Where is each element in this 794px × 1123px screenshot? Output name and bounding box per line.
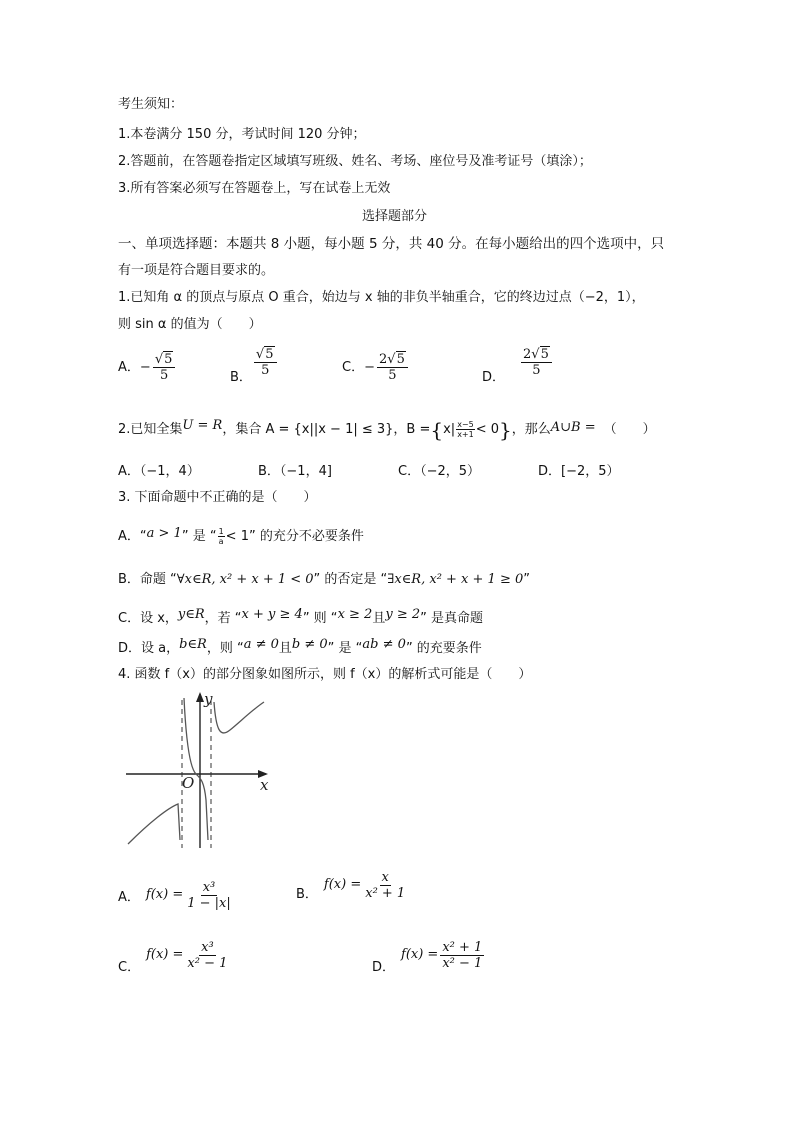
section-intro-line-1: 一、单项选择题：本题共 8 小题，每小题 5 分，共 40 分。在每小题给出的四个选项中，只 xyxy=(118,236,665,252)
q3-b-pre: B．命题 “ xyxy=(118,572,177,587)
denominator: x+1 xyxy=(457,430,474,439)
q2-stem-part-1: 2.已知全集 xyxy=(118,421,183,437)
q2-option-b: B．（−1，4] xyxy=(258,464,332,479)
minus-sign: − xyxy=(139,359,151,375)
q3-c-x-bound: x ≥ 2 xyxy=(337,607,373,622)
q1-option-d xyxy=(482,340,554,390)
q3-b-post: ” xyxy=(523,572,530,587)
q3-a-mid: ” 是 “ xyxy=(181,528,217,544)
q2-option-a: A．（−1，4） xyxy=(118,464,200,479)
radicand: 5 xyxy=(396,352,405,367)
option-label: B． xyxy=(296,887,318,902)
q4-option-d xyxy=(372,930,486,980)
fraction: $\frac{√5}{5}$ xyxy=(153,352,176,383)
option-label: C． xyxy=(342,359,365,375)
function-lhs: f(x) = xyxy=(401,947,439,962)
fraction: $\frac{2√5}{5}$ xyxy=(377,352,408,383)
q3-d-pre: D．设 a， xyxy=(118,641,180,656)
q3-c-and: 且 xyxy=(372,611,386,626)
q3-a-condition: a > 1 xyxy=(146,525,182,541)
y-axis-label: y xyxy=(204,690,213,708)
fraction xyxy=(440,940,484,971)
option-label: A． xyxy=(118,890,140,905)
q1-stem-line-2: 则 sin α 的值为（ ） xyxy=(118,317,262,332)
q3-option-d xyxy=(118,636,482,658)
q4-option-b xyxy=(296,860,409,910)
q3-d-mid-1: ，则 “ xyxy=(206,641,244,656)
union-expr: A∪B = xyxy=(550,419,596,435)
q3-d-b: b∈R xyxy=(179,637,207,652)
q3-d-and: 且 xyxy=(278,641,292,656)
q1-option-b xyxy=(230,340,279,390)
numerator: x−5 xyxy=(457,420,474,429)
radicand: 5 xyxy=(164,352,173,367)
q3-c-mid-1: ，若 “ xyxy=(204,611,242,626)
q4-option-a xyxy=(118,870,235,920)
denominator: a xyxy=(218,537,224,546)
q3-option-c xyxy=(118,606,483,628)
denominator: x² − 1 xyxy=(442,955,483,971)
denominator: 5 xyxy=(388,368,397,383)
function-lhs: f(x) = xyxy=(146,947,184,962)
x-axis-label: x xyxy=(260,776,269,794)
q2-option-d: D．[−2，5） xyxy=(538,464,620,479)
fraction xyxy=(363,870,407,901)
section-title: 选择题部分 xyxy=(362,209,428,224)
coefficient: 2 xyxy=(523,346,532,362)
radicand: 5 xyxy=(265,346,274,362)
section-intro-line-2: 有一项是符合题目要求的。 xyxy=(118,263,275,278)
q3-c-condition: x + y ≥ 4 xyxy=(241,607,303,622)
fraction: $\frac{√5}{5}$ xyxy=(254,347,277,378)
curve-right-branch xyxy=(214,702,264,733)
q2-stem-part-2: ，集合 A = {x||x − 1| ≤ 3}，B = xyxy=(222,421,431,437)
q3-a-post: ” 的充分不必要条件 xyxy=(248,528,364,544)
numerator: x xyxy=(381,869,389,885)
function-lhs: f(x) = xyxy=(145,887,184,902)
fraction xyxy=(185,940,229,971)
denominator: x² + 1 xyxy=(365,885,406,901)
numerator: 1 xyxy=(218,527,224,536)
notice-title: 考生须知： xyxy=(118,97,184,112)
q3-c-y-bound: y ≥ 2 xyxy=(385,607,421,622)
q3-option-b xyxy=(118,571,530,589)
notice-item-3: 3.所有答案必须写在答题卷上，写在试卷上无效 xyxy=(118,181,391,196)
q3-b-expr-1: ∀x∈R, x² + x + 1 < 0 xyxy=(176,572,314,587)
denominator: x² − 1 xyxy=(187,955,228,971)
fraction: $\frac{2√5}{5}$ xyxy=(521,347,552,378)
set-var: x| xyxy=(443,421,456,437)
answer-paren: （ ） xyxy=(603,421,656,437)
q3-d-ab-nonzero: ab ≠ 0 xyxy=(362,637,406,652)
q3-b-expr-2: ∃x∈R, x² + x + 1 ≥ 0 xyxy=(387,572,524,587)
q3-d-a-nonzero: a ≠ 0 xyxy=(243,637,279,652)
option-label: A． xyxy=(118,359,140,375)
denominator: 5 xyxy=(261,362,270,378)
curve-middle-branch xyxy=(184,698,208,840)
coefficient: 2 xyxy=(378,352,388,367)
q3-c-post: ” 是真命题 xyxy=(420,611,483,626)
minus-sign: − xyxy=(364,359,375,375)
q3-d-post: ” 的充要条件 xyxy=(405,641,482,656)
q3-option-a xyxy=(118,527,364,546)
denominator: 5 xyxy=(532,362,541,378)
numerator: x² + 1 xyxy=(442,939,483,955)
q3-a-pre: A．“ xyxy=(118,528,147,544)
q4-option-c xyxy=(118,930,231,980)
numerator: x³ xyxy=(202,879,216,895)
q4-function-graph xyxy=(120,690,280,850)
notice-item-2: 2.答题前，在答题卷指定区域填写班级、姓名、考场、座位号及准考证号（填涂）； xyxy=(118,154,592,169)
set-fraction xyxy=(456,420,475,439)
q3-c-y: y∈R xyxy=(177,607,205,622)
option-label: D． xyxy=(372,960,396,975)
option-label: B． xyxy=(230,370,252,385)
left-brace: { xyxy=(430,417,444,442)
q2-stem-part-3: ，那么 xyxy=(511,421,551,437)
q3-a-fraction xyxy=(218,527,225,546)
universal-set: U = R xyxy=(182,417,223,433)
q3-d-b-nonzero: b ≠ 0 xyxy=(291,637,328,652)
q3-c-pre: C．设 x， xyxy=(118,611,178,626)
inequality: < 0 xyxy=(475,421,500,437)
denominator: 5 xyxy=(159,368,169,383)
origin-label: O xyxy=(182,774,195,792)
q1-stem-line-1: 1.已知角 α 的顶点与原点 O 重合，始边与 x 轴的非负半轴重合，它的终边过点（−2，1）， xyxy=(118,290,645,305)
function-lhs: f(x) = xyxy=(323,877,362,892)
numerator: x³ xyxy=(201,939,214,955)
q4-stem: 4. 函数 f（x）的部分图象如图所示，则 f（x）的解析式可能是（ ） xyxy=(118,667,532,682)
denominator: 1 − |x| xyxy=(187,895,231,911)
radicand: 5 xyxy=(540,346,549,362)
right-brace: } xyxy=(499,417,512,442)
y-axis-arrow xyxy=(196,692,204,702)
q3-b-mid: ” 的否定是 “ xyxy=(313,572,388,587)
q2-stem xyxy=(118,417,656,442)
q1-option-a xyxy=(118,352,177,383)
notice-item-1: 1.本卷满分 150 分，考试时间 120 分钟； xyxy=(118,127,366,142)
q3-stem: 3. 下面命题中不正确的是（ ） xyxy=(118,490,317,505)
option-label: C． xyxy=(118,960,141,975)
q3-a-inequality: < 1 xyxy=(225,528,249,544)
q1-option-c xyxy=(342,352,410,383)
curve-left-branch xyxy=(128,804,180,844)
q3-c-mid-2: ” 则 “ xyxy=(302,611,338,626)
q3-d-mid-2: ” 是 “ xyxy=(327,641,363,656)
q2-option-c: C．（−2，5） xyxy=(398,464,481,479)
option-label: D． xyxy=(482,370,506,385)
fraction xyxy=(185,880,233,911)
